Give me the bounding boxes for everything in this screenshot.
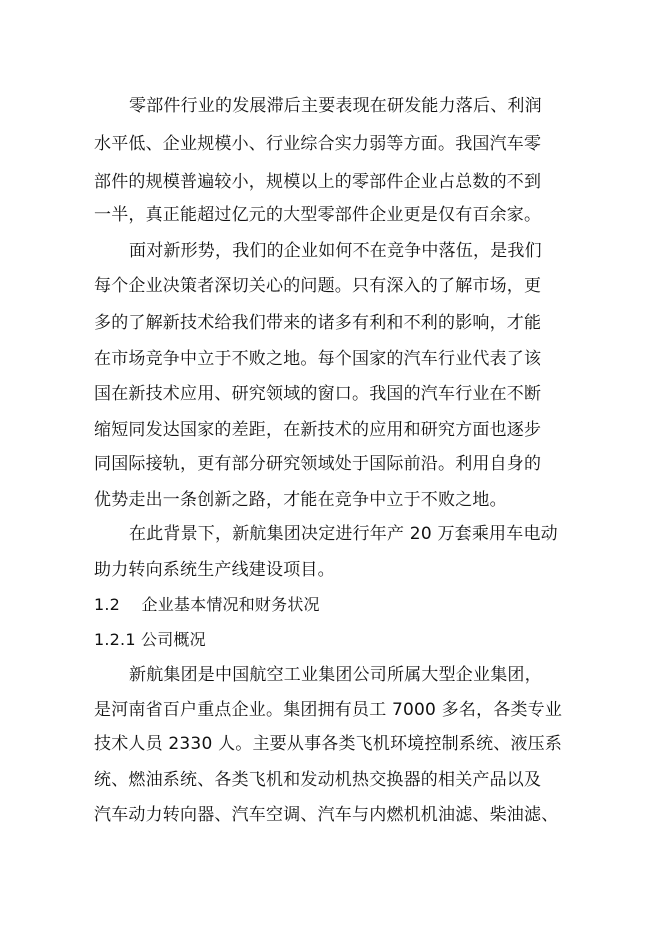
paragraph-2-line-1: 面对新形势，我们的企业如何不在竞争中落伍，是我们 bbox=[129, 241, 542, 261]
section-heading: 1.2 企业基本情况和财务状况 bbox=[94, 595, 320, 614]
paragraph-1-line-4: 一半，真正能超过亿元的大型零部件企业更是仅有百余家。 bbox=[94, 205, 542, 225]
paragraph-1-line-3: 部件的规模普遍较小，规模以上的零部件企业占总数的不到 bbox=[94, 172, 542, 192]
company-paragraph-line-3: 技术人员 2330 人。主要从事各类飞机环境控制系统、液压系 bbox=[94, 734, 563, 754]
paragraph-2-line-4: 在市场竞争中立于不败之地。每个国家的汽车行业代表了该 bbox=[94, 349, 542, 369]
paragraph-2-line-2: 每个企业决策者深切关心的问题。只有深入的了解市场，更 bbox=[94, 276, 542, 296]
paragraph-3-line-2: 助力转向系统生产线建设项目。 bbox=[94, 560, 335, 580]
company-paragraph-line-5: 汽车动力转向器、汽车空调、汽车与内燃机机油滤、柴油滤、 bbox=[94, 805, 559, 825]
company-paragraph-line-2: 是河南省百户重点企业。集团拥有员工 7000 多名，各类专业 bbox=[94, 700, 563, 720]
paragraph-2-line-5: 国在新技术应用、研究领域的窗口。我国的汽车行业在不断 bbox=[94, 384, 542, 404]
paragraph-2-line-7: 同国际接轨，更有部分研究领域处于国际前沿。利用自身的 bbox=[94, 454, 542, 474]
paragraph-2-line-3: 多的了解新技术给我们带来的诸多有利和不利的影响，才能 bbox=[94, 313, 542, 333]
paragraph-2-line-6: 缩短同发达国家的差距，在新技术的应用和研究方面也逐步 bbox=[94, 420, 542, 440]
paragraph-1-line-1: 零部件行业的发展滞后主要表现在研发能力落后、利润 bbox=[129, 96, 542, 116]
company-paragraph-line-4: 统、燃油系统、各类飞机和发动机热交换器的相关产品以及 bbox=[94, 770, 542, 790]
paragraph-2-line-8: 优势走出一条创新之路，才能在竞争中立于不败之地。 bbox=[94, 490, 507, 510]
paragraph-3-line-1: 在此背景下，新航集团决定进行年产 20 万套乘用车电动 bbox=[129, 524, 558, 544]
paragraph-1-line-2: 水平低、企业规模小、行业综合实力弱等方面。我国汽车零 bbox=[94, 134, 542, 154]
company-paragraph-line-1: 新航集团是中国航空工业集团公司所属大型企业集团， bbox=[129, 665, 542, 685]
subsection-heading: 1.2.1 公司概况 bbox=[94, 630, 206, 649]
